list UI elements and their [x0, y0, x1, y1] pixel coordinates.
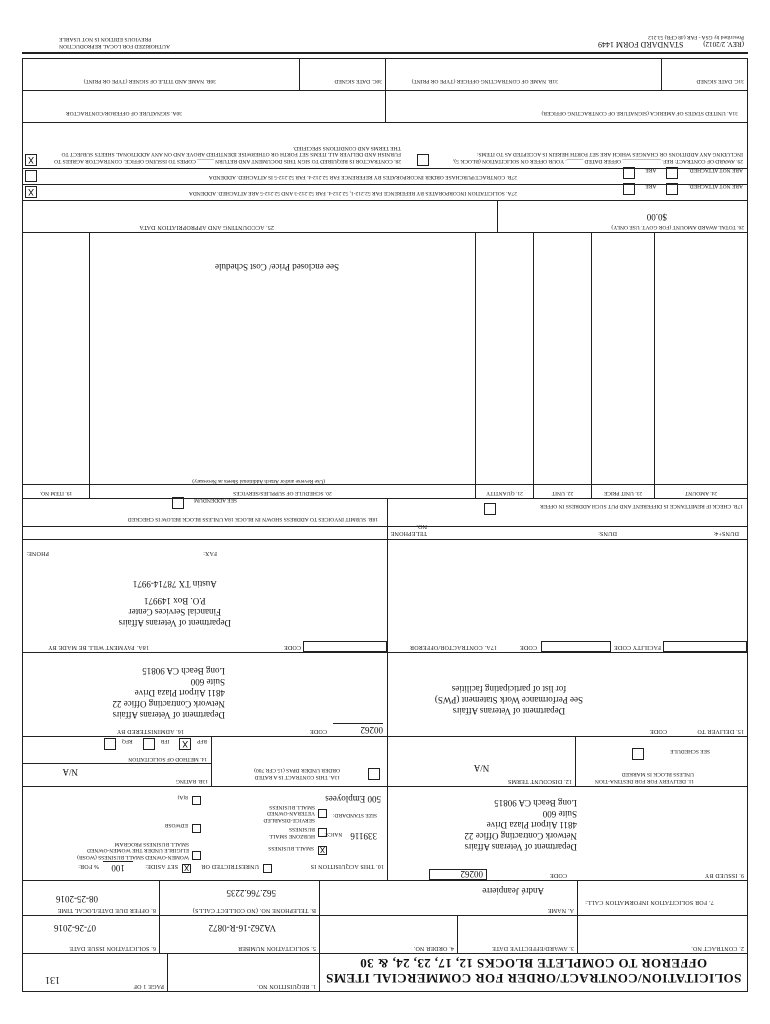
- header-row: [23, 953, 747, 991]
- wosb-checkbox[interactable]: [192, 851, 201, 860]
- delivery-label: 11. DELIVERY FOR FOB DESTINA-TION UNLESS BLOCK IS MARKED: [594, 771, 694, 784]
- row-info: [23, 880, 747, 915]
- row-issued-by: [23, 786, 747, 880]
- ifb-label: IFB: [160, 738, 170, 744]
- rfp-label: RFP: [197, 738, 207, 744]
- address-line: See Performance Work Statement (PWS): [434, 695, 583, 705]
- issue-date: 07-26-2016: [54, 923, 96, 933]
- hubzone-label: HUBZONE SMALL BUSINESS: [268, 826, 315, 839]
- size-standard-value: 500 Employees: [325, 794, 381, 804]
- footer-form-name: STANDARD FORM 1449: [597, 40, 684, 49]
- acquisition-cell: [23, 787, 387, 880]
- deliver-to-cell: [387, 653, 747, 736]
- wosb-options: [31, 792, 201, 861]
- fax-label: FAX:: [202, 550, 217, 556]
- contractor-label: 17A. CONTRACTOR/OFFEROR: [409, 644, 497, 650]
- solicitation-number-label: 5. SOLICITATION NUMBER: [237, 945, 316, 951]
- due-date: 08-25-2016: [56, 894, 98, 904]
- rating-label: 13B. RATING: [175, 778, 208, 784]
- contract-cell[interactable]: [577, 916, 747, 953]
- award-text: 29. AWARD OF CONTRACT: REF. ______________ OFFER DATED ______. YOUR OFFER ON SOLICITATION (BLOCK 5), INCLUDING ANY ADDITIONS OR CHANGES WHICH ARE SET FORTH HEREIN IS ACCEPTED AS TO ITEMS:: [452, 151, 743, 164]
- title-cell: [319, 954, 747, 991]
- total-amount-label: 26. TOTAL AWARD AMOUNT (FOR GOVT. USE ONLY): [611, 224, 744, 230]
- officer-name-label: 31B. NAME OF CONTRACTING OFFICER (TYPE OR PRINT): [411, 78, 558, 84]
- administered-by-address: [112, 665, 225, 720]
- unit-price-column[interactable]: [591, 233, 654, 484]
- due-date-label: 8. OFFER DUE DATE/LOCAL TIME: [57, 907, 156, 913]
- quantity-column[interactable]: [475, 233, 533, 484]
- contact-name: André Jeanpierre: [482, 886, 544, 896]
- small-business-checkbox[interactable]: X: [319, 845, 326, 855]
- payment-code-label: CODE: [283, 644, 301, 650]
- item-no-column[interactable]: [23, 233, 89, 484]
- address-line: Department of Veterans Affairs: [464, 842, 577, 852]
- rfq-label: RFQ: [121, 738, 133, 744]
- wosb-label: WOMEN-OWNED SMALL BUSINESS (WOSB) ELIGIBLE UNDER THE WOMEN-OWNED SMALL BUSINESS PROGRAM: [77, 841, 189, 860]
- requisition-cell[interactable]: [167, 954, 319, 991]
- method-divider: [23, 763, 211, 764]
- issue-date-label: 6. SOLICITATION ISSUE DATE: [69, 945, 156, 951]
- award-row: [443, 151, 743, 164]
- administered-by-code: 00262: [333, 723, 383, 735]
- schedule-column[interactable]: [89, 233, 475, 484]
- contact-phone-cell[interactable]: [159, 881, 319, 915]
- administered-by-label: 16. ADMINISTERED BY: [116, 728, 184, 734]
- 27a-are-label: ARE: [645, 183, 657, 189]
- issued-by-code-label: CODE: [549, 872, 567, 878]
- contact-phone-label: B. TELEPHONE NO. (NO COLLECT CALLS): [192, 907, 316, 913]
- 27b-checkbox[interactable]: [25, 170, 37, 182]
- signer-name-label: 30B. NAME AND TITLE OF SIGNER (TYPE OR PRINT): [83, 78, 216, 84]
- address-line: Austin TX 78714-9971: [132, 579, 217, 589]
- sdvosb-label: SERVICE-DISABLED VETERAN-OWNED SMALL BUSINESS: [263, 804, 315, 823]
- col-unit-price: 23. UNIT PRICE: [591, 485, 654, 498]
- percent-for-label: % FOR:: [78, 863, 100, 869]
- award-checkbox[interactable]: [417, 154, 429, 166]
- deliver-to-address: [435, 683, 583, 716]
- 27b-are-checkbox[interactable]: [623, 167, 635, 179]
- officer-name-cell[interactable]: [385, 59, 661, 90]
- edwosb-label: EDWOSB: [164, 822, 188, 829]
- info-call-cell: [577, 881, 747, 915]
- page-cell: [23, 954, 167, 991]
- row-deliver-to: [23, 652, 747, 736]
- 27b-are-label: ARE: [645, 167, 657, 173]
- award-date-cell[interactable]: [457, 916, 577, 953]
- address-line: Network Contracting Office 22: [464, 831, 577, 841]
- address-line: 4811 Airport Plaza Drive: [134, 688, 225, 698]
- gov-signature-label: 31A. UNITED STATES OF AMERICA (SIGNATURE OF CONTRACTING OFFICER): [541, 110, 738, 116]
- 27a-checkbox[interactable]: X: [25, 186, 37, 198]
- address-line: Financial Services Center: [128, 607, 222, 617]
- order-no-label: 4. ORDER NO.: [413, 945, 454, 951]
- award-date-label: 3. AWARD/EFFECTIVE DATE: [492, 945, 574, 951]
- requisition-label: 1. REQUISITION NO.: [256, 983, 316, 989]
- info-call-label: 7. FOR SOLICITATION INFORMATION CALL:: [585, 899, 714, 905]
- discount-cell[interactable]: [387, 737, 575, 786]
- addendum-checkbox[interactable]: [172, 497, 184, 509]
- address-line: Suite 600: [190, 677, 225, 687]
- method-label: 14. METHOD OF SOLICITATION: [128, 756, 207, 762]
- acquisition-label: 10. THIS ACQUISITION IS: [310, 863, 384, 869]
- row-contract: [23, 915, 747, 953]
- total-amount: $0.00: [646, 212, 667, 222]
- duns4-label: DUNS+4:: [713, 530, 739, 536]
- 27b-are-not-checkbox[interactable]: [666, 167, 678, 179]
- naics-row: [324, 828, 377, 846]
- facility-code-label: FACILITY CODE: [613, 644, 661, 650]
- administered-by-code-label: CODE: [309, 728, 327, 734]
- page-total: 131: [45, 974, 60, 985]
- order-cell[interactable]: [319, 916, 457, 953]
- small-business-label: SMALL BUSINESS: [268, 845, 314, 851]
- address-line: for list of participating facilities: [451, 684, 567, 694]
- offeror-signature-label: 30A. SIGNATURE OF OFFEROR/CONTRACTOR: [65, 110, 182, 116]
- issued-by-label: 9. ISSUED BY: [704, 872, 744, 878]
- contact-name-cell[interactable]: [319, 881, 577, 915]
- row-contractor: [23, 523, 747, 652]
- row-28-29: [23, 122, 747, 168]
- invoice-label: 18B. SUBMIT INVOICES TO ADDRESS SHOWN IN BLOCK 18A UNLESS BLOCK BELOW IS CHECKED: [127, 516, 378, 522]
- address-line: Suite 600: [542, 809, 577, 819]
- contractor-sign-checkbox[interactable]: X: [25, 154, 37, 166]
- address-line: Department of Veterans Affairs: [452, 706, 566, 716]
- footer-previous-edition: PREVIOUS EDITION IS NOT USABLE: [59, 36, 152, 43]
- naics-value: 339116: [350, 831, 377, 841]
- row-27a: [23, 184, 747, 200]
- delivery-cell: [575, 737, 747, 786]
- accounting-label: 25. ACCOUNTING AND APPROPRIATION DATA: [139, 224, 274, 230]
- footer-rev: (REV. 2/2012): [703, 40, 744, 48]
- deliver-to-code-label: CODE: [649, 728, 667, 734]
- row-signatures-a: [23, 90, 747, 122]
- offeror-date-label: 30C. DATE SIGNED: [334, 78, 382, 84]
- row-27b: [23, 168, 747, 184]
- footer-reproduction: AUTHORIZED FOR LOCAL REPRODUCTION: [59, 43, 170, 49]
- payment-cell: [23, 527, 387, 652]
- col-schedule: 20. SCHEDULE OF SUPPLIES/SERVICES: [89, 485, 475, 498]
- set-aside-checkbox[interactable]: X: [183, 863, 190, 873]
- address-line: Long Beach CA 90815: [494, 798, 577, 808]
- contract-no-label: 2. CONTRACT NO.: [691, 945, 744, 951]
- discount-terms-value: N/A: [473, 763, 490, 773]
- footer-left: [59, 36, 170, 49]
- method-options: [104, 735, 207, 753]
- offeror-signature-cell[interactable]: [23, 91, 385, 122]
- contact-name-label: A. NAME: [547, 907, 574, 913]
- schedule-text: See enclosed Price/ Cost Schedule: [215, 262, 339, 272]
- sdvosb-checkbox[interactable]: [318, 809, 327, 818]
- address-line: Network Contracting Office 22: [112, 699, 225, 709]
- accounting-cell[interactable]: [23, 201, 497, 232]
- row-remittance: [23, 498, 747, 526]
- remittance-row: [484, 500, 743, 518]
- schedule-header: [23, 484, 747, 498]
- address-line: Long Beach CA 90815: [142, 666, 225, 676]
- solicitation-cell[interactable]: [159, 916, 319, 953]
- 27a-are-not-label: ARE NOT ATTACHED.: [688, 183, 743, 189]
- 8a-label: 8(A): [177, 794, 188, 801]
- phone-label: PHONE:: [26, 550, 49, 556]
- edwosb-checkbox[interactable]: [192, 824, 201, 833]
- footer-rule: [22, 52, 748, 54]
- issued-by-code: 00262: [429, 869, 487, 880]
- discount-terms-label: 12. DISCOUNT TERMS: [507, 778, 572, 784]
- see-schedule-checkbox[interactable]: [632, 748, 644, 760]
- sf1449-form: [22, 58, 748, 992]
- 27a-are-not-checkbox[interactable]: [666, 183, 678, 195]
- unit-column[interactable]: [533, 233, 591, 484]
- contractor-sign-text: 28. CONTRACTOR IS REQUIRED TO SIGN THIS DOCUMENT AND RETURN ______ COPIES TO ISSUING OFFICE. CONTRACTOR AGREES TO FURNISH AND DELIVER ALL ITEMS SET FORTH OR OTHERWISE IDENTIFIED ABOVE AND ON ANY ADDITIONAL SHEETS SUBJECT TO THE TERMS AND CONDITIONS SPECIFIED.: [54, 145, 401, 164]
- rated-order-label: 13A. THIS CONTRACT IS A RATED ORDER UNDER DPAS (15 CFR 700): [254, 767, 340, 780]
- rfp-checkbox[interactable]: X: [179, 738, 191, 750]
- telephone-label: TELEPHONE NO.: [390, 523, 427, 536]
- rated-order-checkbox[interactable]: [368, 768, 380, 780]
- 27a-text: 27A. SOLICITATION INCORPORATES BY REFERENCE FAR 52.212-1, 52.212-4. FAR 52.212-3 AND 52.212-5 ARE ATTACHED. ADDENDA: [188, 190, 517, 196]
- facility-code-input[interactable]: [663, 641, 747, 652]
- amount-column[interactable]: [654, 233, 747, 484]
- row-accounting: [23, 200, 747, 232]
- payment-code-input[interactable]: [303, 641, 387, 652]
- payment-divider: [23, 539, 387, 540]
- address-line: P.O. Box 149971: [144, 596, 206, 606]
- duns-label: DUNS:: [597, 530, 617, 536]
- invoice-cell: [23, 499, 387, 526]
- contact-phone: 562.766.2235: [226, 888, 276, 898]
- gov-date-label: 31C. DATE SIGNED: [696, 78, 744, 84]
- footer-right: [598, 34, 744, 49]
- administered-by-cell: [23, 653, 387, 736]
- address-line: Department of Veterans Affairs: [112, 710, 225, 720]
- unrestricted-label: UNRESTRICTED OR: [201, 863, 259, 869]
- page-label: PAGE 1 OF: [133, 983, 164, 989]
- contractor-code-input[interactable]: [541, 641, 611, 652]
- col-unit: 22. UNIT: [533, 485, 591, 498]
- gov-signature-cell[interactable]: [385, 91, 747, 122]
- form-subtitle: OFFEROR TO COMPLETE BLOCKS 12, 17, 23, 24, & 30: [359, 956, 708, 971]
- remittance-checkbox[interactable]: [484, 503, 496, 515]
- small-business-options: [207, 804, 327, 861]
- form-title: SOLICITATION/CONTRACT/ORDER FOR COMMERCIAL ITEMS: [325, 971, 742, 986]
- issued-by-address: [464, 797, 577, 852]
- contractor-code-label: CODE: [519, 644, 537, 650]
- see-schedule-label: SEE SCHEDULE: [670, 748, 710, 754]
- deliver-to-label: 15. DELIVER TO: [697, 728, 744, 734]
- due-date-cell[interactable]: [23, 881, 159, 915]
- 8a-checkbox[interactable]: [192, 796, 201, 805]
- rated-order-cell: [211, 737, 387, 786]
- size-standard-label: SIZE STANDARD:: [332, 812, 377, 818]
- contractor-divider: [387, 539, 747, 540]
- col-item-no: 19. ITEM NO.: [39, 490, 73, 496]
- set-aside-percent[interactable]: 100: [103, 861, 133, 873]
- row-delivery: [23, 736, 747, 786]
- col-amount: 24. AMOUNT: [654, 485, 747, 498]
- contractor-cell: [387, 523, 747, 652]
- gov-date-cell[interactable]: [661, 59, 747, 90]
- set-aside-label: SET ASIDE:: [145, 863, 179, 869]
- unrestricted-checkbox[interactable]: [263, 864, 272, 873]
- total-cell[interactable]: [497, 201, 747, 232]
- offeror-date-cell[interactable]: [299, 59, 385, 90]
- issued-by-cell: [387, 787, 747, 880]
- solicitation-number: VA262-16-R-0872: [208, 923, 276, 933]
- signer-name-cell[interactable]: [23, 59, 299, 90]
- address-line: Department of Veterans Affairs: [118, 618, 231, 628]
- 27a-are-checkbox[interactable]: [623, 183, 635, 195]
- payment-label: 18A. PAYMENT WILL BE MADE BY: [47, 644, 149, 650]
- remittance-label: 17B. CHECK IF REMITTANCE IS DIFFERENT AND PUT SUCH ADDRESS IN OFFER: [540, 503, 743, 509]
- addendum-label: SEE ADDENDUM: [194, 497, 237, 503]
- footer-prescribed: Prescribed by GSA - FAR (48 CFR) 53.212: [648, 34, 744, 40]
- 27b-text: 27B. CONTRACT/PURCHASE ORDER INCORPORATES BY REFERENCE FAR 52.212-4. FAR 52.212-5 IS ATTACHED. ADDENDA: [208, 174, 517, 180]
- payment-address: [119, 578, 231, 628]
- rating-value[interactable]: N/A: [62, 767, 78, 778]
- rfq-checkbox[interactable]: [104, 738, 116, 750]
- rating-method-cell: [23, 737, 211, 786]
- ifb-checkbox[interactable]: [143, 738, 155, 750]
- naics-label: NAICS:: [324, 831, 343, 837]
- issue-date-cell[interactable]: [23, 916, 159, 953]
- row-signatures-b: [23, 59, 747, 90]
- 27b-are-not-label: ARE NOT ATTACHED.: [688, 167, 743, 173]
- schedule-footnote: (Use Reverse and/or Attach Additional Sheets as Necessary): [192, 478, 325, 484]
- schedule-body: [23, 232, 747, 484]
- address-line: 4811 Airport Plaza Drive: [486, 820, 577, 830]
- remittance-cell: [387, 499, 747, 526]
- col-quantity: 21. QUANTITY: [475, 485, 533, 498]
